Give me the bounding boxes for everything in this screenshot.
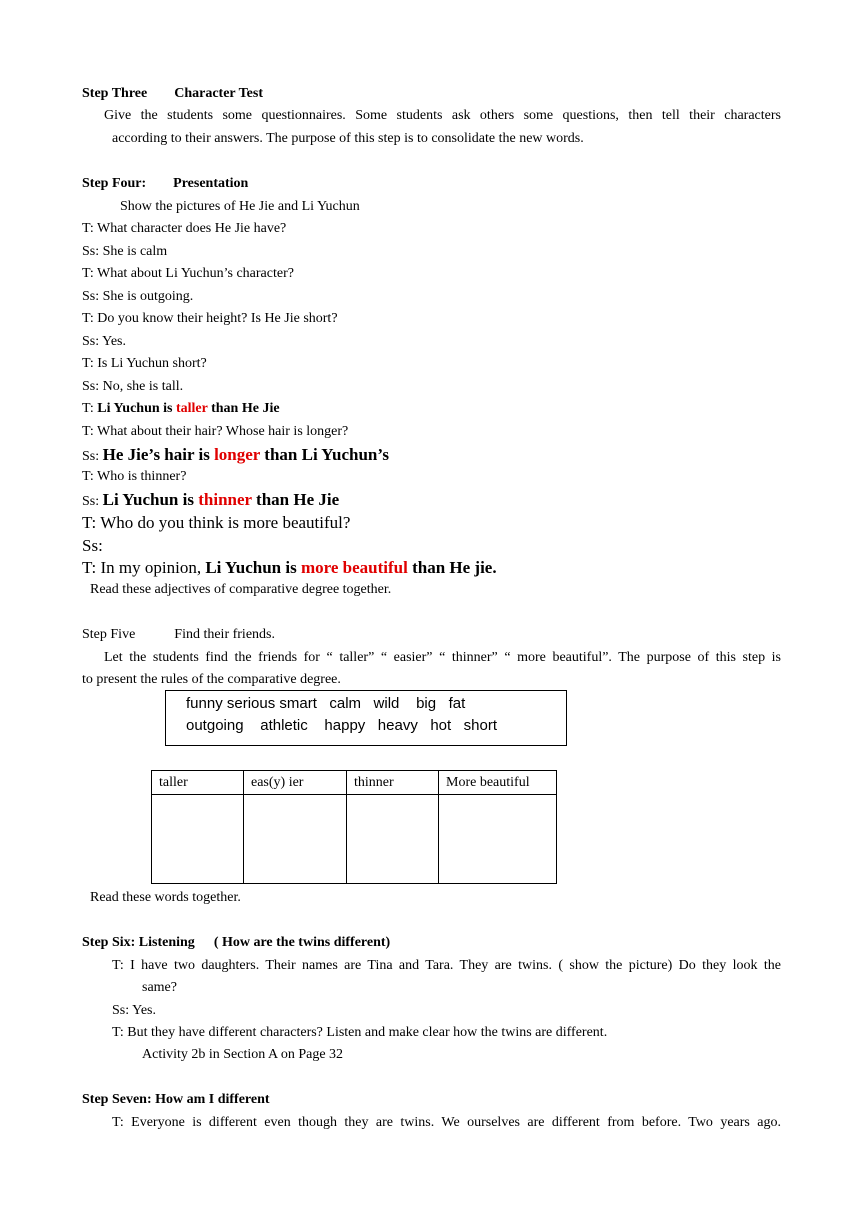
comparative-word: taller — [175, 401, 208, 416]
table-header-cell: taller — [152, 771, 244, 795]
dialogue-line: T: What about Li Yuchun’s character? — [82, 266, 294, 281]
dialogue-line: Ss: She is outgoing. — [82, 289, 194, 304]
speaker-prefix: Ss: — [82, 449, 103, 464]
dialogue-line: T: Is Li Yuchun short? — [82, 356, 207, 371]
read-adjectives-note: Read these adjectives of comparative degree together. — [90, 582, 392, 597]
step-five-paragraph-line1: Let the students find the friends for “ taller” “ easier” “ thinner” “ more beautiful”. The purpose of this step is — [104, 650, 781, 665]
sentence-part: than He Jie — [251, 490, 340, 509]
sentence-part: Li Yuchun is — [205, 558, 301, 577]
step-six-subtitle: ( How are the twins different) — [213, 935, 391, 950]
table-header-cell: thinner — [347, 771, 439, 795]
dialogue-line-thinner — [82, 489, 339, 512]
step-three-subtitle: Character Test — [174, 86, 264, 101]
step-four-intro: Show the pictures of He Jie and Li Yuchun — [120, 199, 360, 214]
table-header-cell: eas(y) ier — [244, 771, 347, 795]
step-three-title: Step Three — [82, 86, 148, 101]
comparative-word: more beautiful — [300, 558, 408, 577]
step-six-student-line: Ss: Yes. — [112, 1003, 156, 1018]
step-five-paragraph-line2: to present the rules of the comparative degree. — [82, 672, 341, 687]
table-cell — [347, 795, 439, 884]
sentence-part: than He jie. — [407, 558, 497, 577]
step-six-teacher-line1: T: I have two daughters. Their names are Tina and Tara. They are twins. ( show the picture) Do they look the — [112, 958, 781, 973]
read-words-note: Read these words together. — [90, 890, 241, 905]
step-six-teacher-line2: same? — [142, 980, 177, 995]
word-box-row: funny serious smart calm wild big fat — [186, 695, 466, 712]
dialogue-line-longer — [82, 444, 389, 467]
sentence-part: than He Jie — [207, 401, 280, 416]
dialogue-line: Ss: She is calm — [82, 244, 168, 259]
speaker-prefix: T: — [82, 401, 98, 416]
comparative-word: thinner — [198, 490, 252, 509]
step-three-paragraph-line2: according to their answers. The purpose of this step is to consolidate the new words. — [112, 131, 584, 146]
dialogue-line-ss: Ss: — [82, 536, 103, 555]
step-six-title: Step Six: Listening — [82, 935, 195, 950]
step-seven-teacher-line1: T: Everyone is different even though they are twins. We ourselves are different from before. Two years ago. — [112, 1115, 781, 1130]
step-four-heading — [82, 175, 248, 193]
dialogue-line: T: Who is thinner? — [82, 469, 187, 484]
dialogue-line: T: What character does He Jie have? — [82, 221, 287, 236]
dialogue-line-beautiful: T: Who do you think is more beautiful? — [82, 513, 351, 532]
sentence-part: Li Yuchun is — [97, 401, 176, 416]
table-header-cell: More beautiful — [439, 771, 557, 795]
table-row — [152, 795, 557, 884]
step-five-subtitle: Find their friends. — [174, 627, 275, 642]
step-six-heading — [82, 934, 390, 952]
table-header-row — [152, 771, 557, 795]
word-box-row: outgoing athletic happy heavy hot short — [186, 717, 498, 734]
step-three-paragraph-line1: Give the students some questionnaires. Some students ask others some questions, then tell their characters — [104, 108, 781, 123]
dialogue-line: T: Do you know their height? Is He Jie short? — [82, 311, 338, 326]
dialogue-line: Ss: Yes. — [82, 334, 126, 349]
dialogue-line-taller — [82, 400, 280, 418]
step-five-title: Step Five — [82, 627, 136, 642]
comparative-word: longer — [214, 445, 261, 464]
dialogue-line: T: What about their hair? Whose hair is longer? — [82, 424, 349, 439]
sentence-part: He Jie’s hair is — [102, 445, 215, 464]
step-five-heading — [82, 626, 275, 644]
comparative-table — [151, 770, 557, 884]
step-four-subtitle: Presentation — [173, 176, 249, 191]
step-seven-heading: Step Seven: How am I different — [82, 1092, 270, 1107]
step-six-teacher-line3: T: But they have different characters? Listen and make clear how the twins are different. — [112, 1025, 608, 1040]
speaker-prefix: Ss: — [82, 494, 103, 509]
sentence-part: than Li Yuchun’s — [260, 445, 390, 464]
dialogue-line-opinion — [82, 557, 497, 578]
speaker-prefix: T: In my opinion, — [82, 558, 206, 577]
step-four-title: Step Four: — [82, 176, 147, 191]
step-three-heading — [82, 85, 263, 103]
table-cell — [244, 795, 347, 884]
adjective-word-box — [165, 690, 567, 746]
table-cell — [439, 795, 557, 884]
dialogue-line: Ss: No, she is tall. — [82, 379, 184, 394]
table-cell — [152, 795, 244, 884]
step-six-activity: Activity 2b in Section A on Page 32 — [142, 1047, 344, 1062]
sentence-part: Li Yuchun is — [102, 490, 199, 509]
